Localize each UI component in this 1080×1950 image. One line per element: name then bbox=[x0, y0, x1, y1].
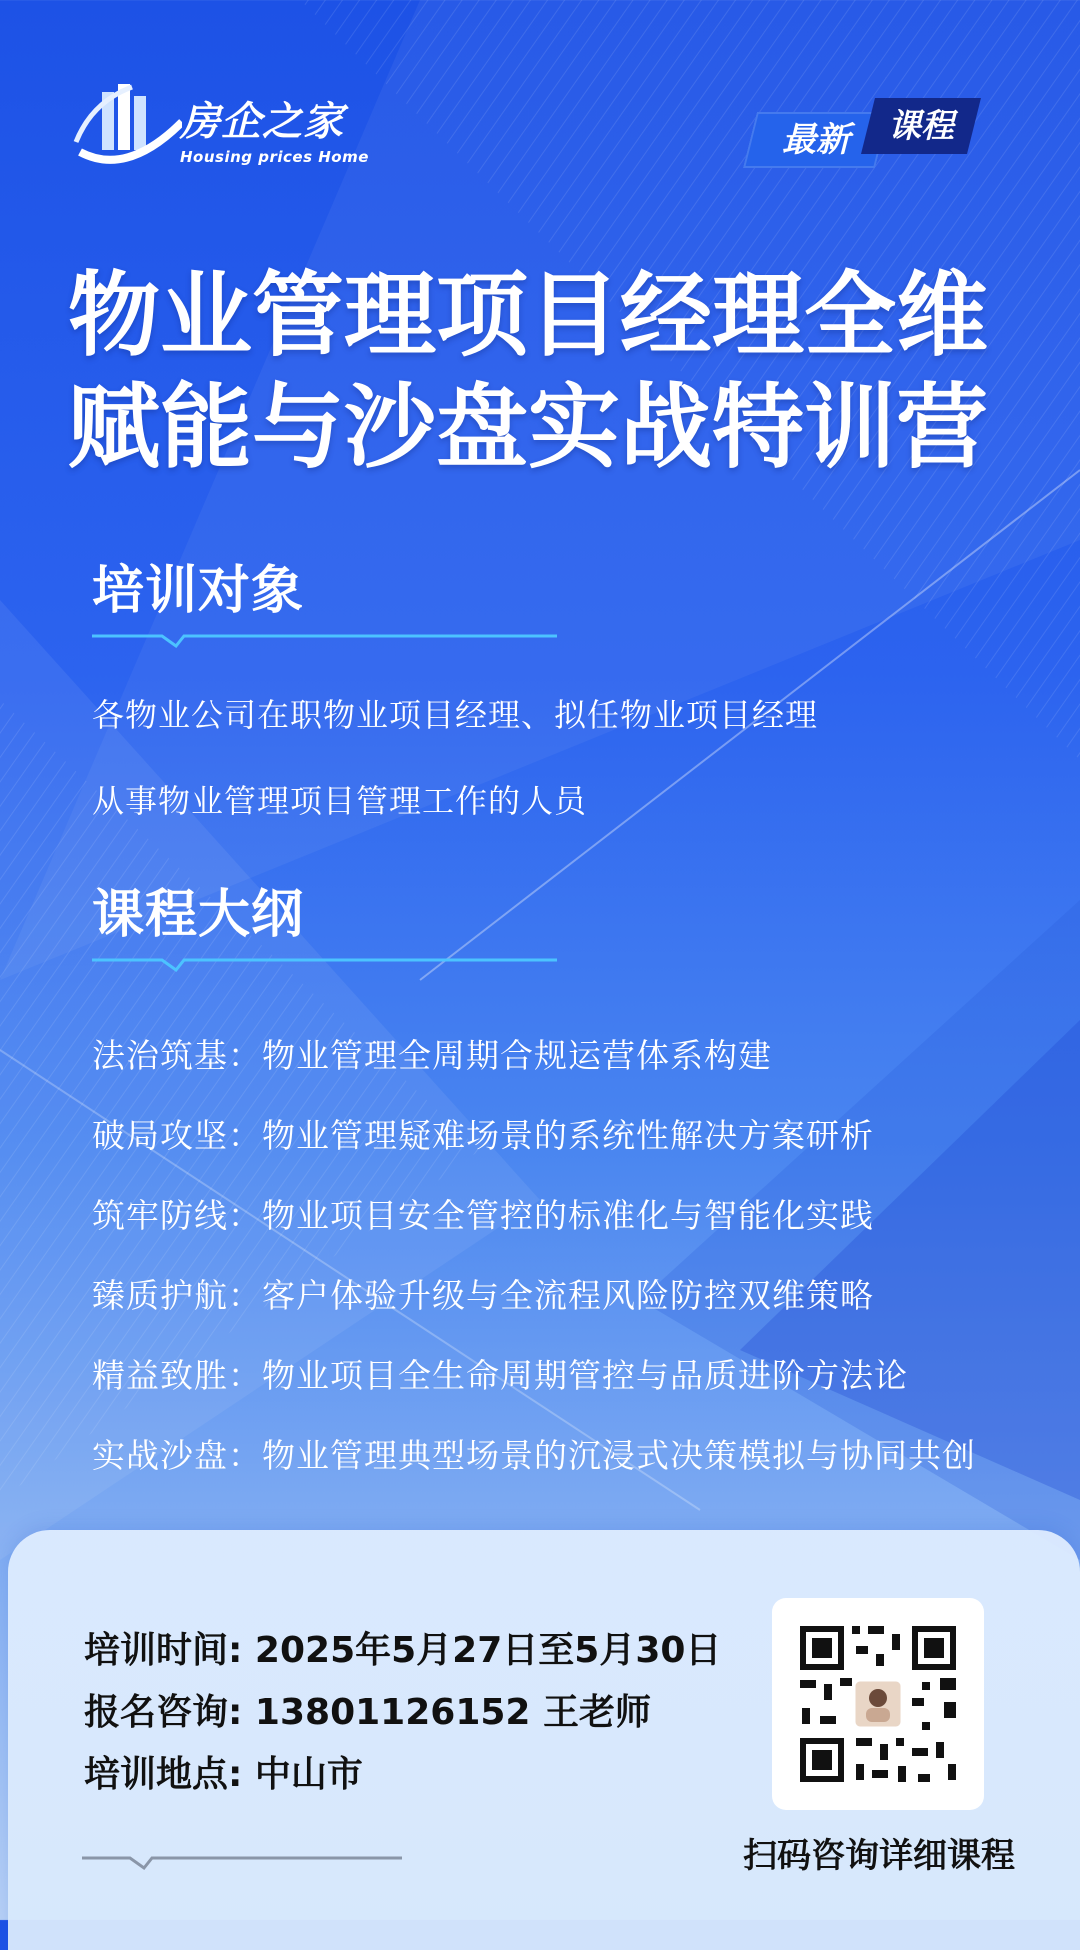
bottom-divider bbox=[82, 1848, 402, 1872]
brand-english-name: Housing prices Home bbox=[180, 148, 369, 166]
outline-item: 破局攻坚：物业管理疑难场景的系统性解决方案研析 bbox=[92, 1116, 874, 1155]
training-location: 培训地点: 中山市 bbox=[84, 1754, 363, 1795]
title-line-2: 赋能与沙盘实战特训营 bbox=[68, 374, 989, 481]
brand-name: 房企之家 bbox=[180, 99, 344, 145]
badge-latest: 最新 bbox=[743, 112, 889, 168]
latest-course-badge bbox=[750, 98, 980, 174]
outline-list bbox=[92, 1020, 1072, 1500]
brand-logo bbox=[72, 82, 372, 178]
qr-caption: 扫码咨询详细课程 bbox=[743, 1836, 1015, 1876]
audience-item-2: 从事物业管理项目管理工作的人员 bbox=[92, 782, 588, 820]
outline-item: 实战沙盘：物业管理典型场景的沉浸式决策模拟与协同共创 bbox=[92, 1436, 976, 1475]
title-line-1: 物业管理项目经理全维 bbox=[68, 262, 989, 369]
qr-code[interactable] bbox=[772, 1598, 984, 1810]
training-time: 培训时间: 2025年5月27日至5月30日 bbox=[84, 1630, 722, 1671]
audience-item-1: 各物业公司在职物业项目经理、拟任物业项目经理 bbox=[92, 696, 819, 734]
outline-heading: 课程大纲 bbox=[92, 885, 305, 945]
outline-item: 臻质护航：客户体验升级与全流程风险防控双维策略 bbox=[92, 1276, 874, 1315]
qr-code-icon bbox=[772, 1598, 984, 1810]
page-title bbox=[68, 260, 1028, 484]
outline-item: 法治筑基：物业管理全周期合规运营体系构建 bbox=[92, 1036, 772, 1075]
audience-heading: 培训对象 bbox=[92, 561, 305, 621]
badge-course: 课程 bbox=[861, 98, 981, 154]
outline-item: 精益致胜：物业项目全生命周期管控与品质进阶方法论 bbox=[92, 1356, 908, 1395]
outline-underline bbox=[92, 952, 557, 972]
house-logo-icon bbox=[72, 82, 182, 172]
registration-contact: 报名咨询: 13801126152 王老师 bbox=[84, 1692, 652, 1733]
outline-item: 筑牢防线：物业项目安全管控的标准化与智能化实践 bbox=[92, 1196, 874, 1235]
audience-underline bbox=[92, 628, 557, 648]
